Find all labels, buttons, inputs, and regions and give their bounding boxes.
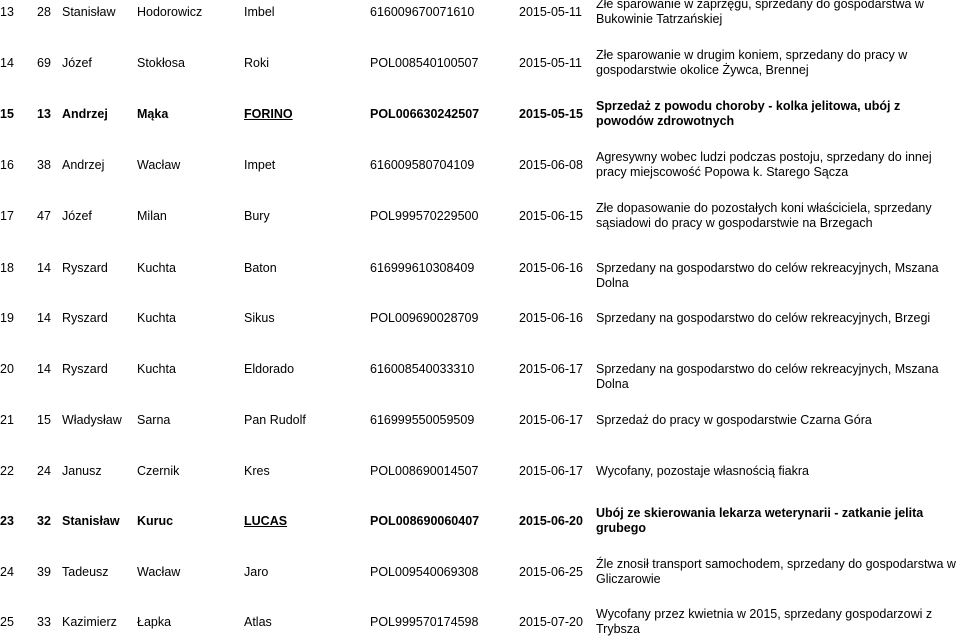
owner-first-name: Andrzej <box>62 106 108 121</box>
horse-name: Baton <box>244 260 277 275</box>
horse-name: Impet <box>244 157 276 172</box>
horse-name: Roki <box>244 55 270 70</box>
owner-last-name: Kuchta <box>137 260 176 275</box>
owner-first-name: Ryszard <box>62 310 108 325</box>
withdrawal-reason: Złe sparowanie w drugim koniem, sprzedany do pracy w gospodarstwie okolice Żywca, Brennej <box>596 48 908 77</box>
table-row <box>0 413 960 428</box>
withdrawal-reason: Sprzedaż do pracy w gospodarstwie Czarna Góra <box>596 412 872 427</box>
owner-first-name: Ryszard <box>62 361 108 376</box>
owner-id: 15 <box>37 412 51 427</box>
horse-name: FORINO <box>244 106 293 121</box>
horse-chip-number: 616999610308409 <box>370 260 475 275</box>
horse-chip-number: POL008540100507 <box>370 55 479 70</box>
withdrawal-reason: Sprzedany na gospodarstwo do celów rekreacyjnych, Mszana Dolna <box>596 260 939 290</box>
horse-chip-number: 616009580704109 <box>370 157 475 172</box>
owner-first-name: Stanisław <box>62 4 116 19</box>
withdrawal-date: 2015-05-11 <box>519 4 583 19</box>
horse-name: Eldorado <box>244 361 295 376</box>
withdrawal-date: 2015-05-11 <box>519 55 583 70</box>
horse-chip-number: POL006630242507 <box>370 106 480 121</box>
owner-last-name: Łapka <box>137 614 172 629</box>
horse-name: Sikus <box>244 310 275 325</box>
row-number: 25 <box>0 614 14 629</box>
owner-first-name: Tadeusz <box>62 564 109 579</box>
row-number: 17 <box>0 208 14 223</box>
horse-name: Atlas <box>244 614 272 629</box>
withdrawal-date: 2015-06-15 <box>519 208 583 223</box>
withdrawal-reason: Agresywny wobec ludzi podczas postoju, sprzedany do innej pracy miejscowość Popowa k. Starego Sącza <box>596 150 932 179</box>
horse-chip-number: POL009540069308 <box>370 564 479 579</box>
owner-last-name: Czernik <box>137 463 180 478</box>
horse-name: Pan Rudolf <box>244 412 306 427</box>
owner-last-name: Sarna <box>137 412 171 427</box>
owner-first-name: Józef <box>62 55 92 70</box>
horse-chip-number: POL009690028709 <box>370 310 479 325</box>
table-row <box>0 607 960 637</box>
owner-id: 69 <box>37 55 51 70</box>
owner-last-name: Kuchta <box>137 310 176 325</box>
table-row <box>0 48 960 78</box>
owner-id: 47 <box>37 208 51 223</box>
withdrawal-date: 2015-06-17 <box>519 463 583 478</box>
row-number: 15 <box>0 106 14 121</box>
withdrawal-date: 2015-06-17 <box>519 412 583 427</box>
row-number: 21 <box>0 412 14 427</box>
row-number: 19 <box>0 310 14 325</box>
horse-chip-number: POL008690014507 <box>370 463 479 478</box>
owner-first-name: Stanisław <box>62 513 120 528</box>
owner-id: 14 <box>37 260 51 275</box>
owner-id: 38 <box>37 157 51 172</box>
withdrawal-date: 2015-06-16 <box>519 310 583 325</box>
horse-chip-number: 616009670071610 <box>370 4 475 19</box>
row-number: 22 <box>0 463 14 478</box>
withdrawal-reason: Wycofany, pozostaje własnością fiakra <box>596 463 809 478</box>
withdrawal-reason: Złe sparowanie w zaprzęgu, sprzedany do gospodarstwa w Bukowinie Tatrzańskiej <box>596 0 924 26</box>
horse-chip-number: POL999570229500 <box>370 208 479 223</box>
withdrawal-date: 2015-06-20 <box>519 513 583 528</box>
owner-last-name: Mąka <box>137 106 169 121</box>
owner-id: 14 <box>37 310 51 325</box>
table-row <box>0 99 960 129</box>
row-number: 23 <box>0 513 14 528</box>
owner-first-name: Kazimierz <box>62 614 117 629</box>
owner-id: 13 <box>37 106 51 121</box>
withdrawal-date: 2015-06-25 <box>519 564 583 579</box>
horse-name: Imbel <box>244 4 275 19</box>
horse-chip-number: POL008690060407 <box>370 513 480 528</box>
horse-chip-number: 616999550059509 <box>370 412 475 427</box>
table-row <box>0 506 960 536</box>
horse-name: Kres <box>244 463 270 478</box>
owner-first-name: Władysław <box>62 412 122 427</box>
withdrawal-date: 2015-06-08 <box>519 157 583 172</box>
owner-last-name: Kuruc <box>137 513 174 528</box>
row-number: 18 <box>0 260 14 275</box>
withdrawal-reason: Złe dopasowanie do pozostałych koni właściciela, sprzedany sąsiadowi do pracy w gospodarstwie na Brzegach <box>596 201 932 230</box>
owner-last-name: Wacław <box>137 564 181 579</box>
owner-last-name: Milan <box>137 208 167 223</box>
owner-first-name: Józef <box>62 208 92 223</box>
owner-first-name: Andrzej <box>62 157 105 172</box>
owner-last-name: Kuchta <box>137 361 176 376</box>
owner-id: 28 <box>37 4 51 19</box>
horse-chip-number: POL999570174598 <box>370 614 479 629</box>
table-row <box>0 0 960 27</box>
table-row <box>0 464 960 479</box>
horse-name: LUCAS <box>244 513 288 528</box>
owner-id: 24 <box>37 463 51 478</box>
owner-first-name: Janusz <box>62 463 102 478</box>
table-row <box>0 150 960 180</box>
owner-id: 33 <box>37 614 51 629</box>
table-row <box>0 201 960 231</box>
table-row <box>0 557 960 587</box>
owner-last-name: Hodorowicz <box>137 4 203 19</box>
withdrawal-reason: Sprzedany na gospodarstwo do celów rekreacyjnych, Brzegi <box>596 310 931 325</box>
owner-last-name: Stokłosa <box>137 55 185 70</box>
table-row <box>0 361 960 391</box>
withdrawal-date: 2015-06-17 <box>519 361 583 376</box>
owner-id: 14 <box>37 361 51 376</box>
horse-name: Bury <box>244 208 270 223</box>
row-number: 16 <box>0 157 14 172</box>
withdrawal-date: 2015-07-20 <box>519 614 583 629</box>
row-number: 14 <box>0 55 14 70</box>
row-number: 20 <box>0 361 14 376</box>
owner-id: 39 <box>37 564 51 579</box>
withdrawal-reason: Sprzedaż z powodu choroby - kolka jelitowa, ubój z powodów zdrowotnych <box>596 99 901 128</box>
withdrawal-reason: Źle znosił transport samochodem, sprzedany do gospodarstwa w Gliczarowie <box>596 557 956 586</box>
owner-last-name: Wacław <box>137 157 181 172</box>
row-number: 13 <box>0 4 14 19</box>
horse-chip-number: 616008540033310 <box>370 361 475 376</box>
owner-id: 32 <box>37 513 51 528</box>
horse-name: Jaro <box>244 564 269 579</box>
table-row <box>0 260 960 290</box>
withdrawal-reason: Wycofany przez kwietnia w 2015, sprzedany gospodarzowi z Trybsza <box>596 607 933 636</box>
withdrawal-reason: Sprzedany na gospodarstwo do celów rekreacyjnych, Mszana Dolna <box>596 361 939 391</box>
owner-first-name: Ryszard <box>62 260 108 275</box>
withdrawal-date: 2015-05-15 <box>519 106 583 121</box>
table-row <box>0 311 960 326</box>
withdrawal-date: 2015-06-16 <box>519 260 583 275</box>
withdrawal-reason: Ubój ze skierowania lekarza weterynarii - zatkanie jelita grubego <box>596 506 924 535</box>
row-number: 24 <box>0 564 14 579</box>
